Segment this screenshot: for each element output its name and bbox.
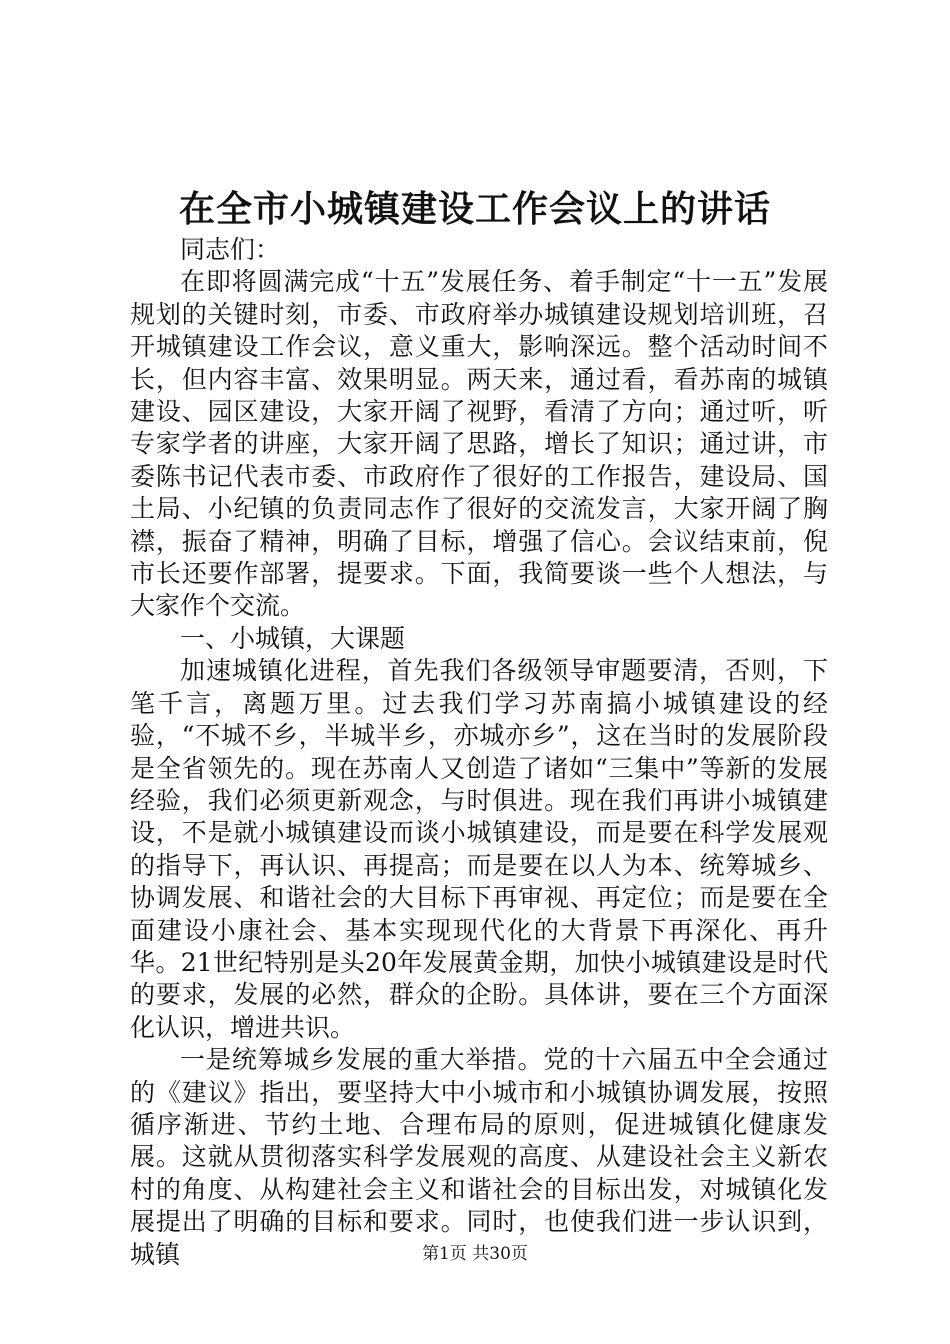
document-body xyxy=(130,234,828,1271)
page-footer: 第1页 共30页 xyxy=(422,1244,528,1264)
salutation: 同志们： xyxy=(180,235,281,264)
paragraph-point-one: 一是统筹城乡发展的重大举措。党的十六届五中全会通过的《建议》指出，要坚持大中小城市和小城镇协调发展，按照循序渐进、节约土地、合理布局的原则，促进城镇化健康发展。这就从贯彻落实科学发展观的高度、从建设社会主义新农村的角度、从构建社会主义和谐社会的目标出发，对城镇化发展提出了明确的目标和要求。同时，也使我们进一步认识到，城镇 xyxy=(130,1045,828,1269)
section-heading: 一、小城镇，大课题 xyxy=(180,623,406,653)
document-title: 在全市小城镇建设工作会议上的讲话 xyxy=(178,188,771,230)
paragraph-section-one: 加速城镇化进程，首先我们各级领导审题要清，否则，下笔千言，离题万里。过去我们学习苏南搞小城镇建设的经验，“不城不乡，半城半乡，亦城亦乡”，这在当时的发展阶段是全省领先的。现在苏南人又创造了诸如“三集中”等新的发展经验，我们必须更新观念，与时俱进。现在我们再讲小城镇建设，不是就小城镇建设而谈小城镇建设，而是要在科学发展观的指导下，再认识、再提高；而是要在以人为本、统筹城乡、协调发展、和谐社会的大目标下再审视、再定位；而是要在全面建设小康社会、基本实现现代化的大背景下再深化、再升华。21世纪特别是头20年发展黄金期，加快小城镇建设是时代的要求，发展的必然，群众的企盼。具体讲，要在三个方面深化认识，增进共识。 xyxy=(130,656,828,1042)
paragraph-intro: 在即将圆满完成“十五”发展任务、着手制定“十一五”发展规划的关键时刻，市委、市政府举办城镇建设规划培训班，召开城镇建设工作会议，意义重大，影响深远。整个活动时间不长，但内容丰富、效果明显。两天来，通过看，看苏南的城镇建设、园区建设，大家开阔了视野，看清了方向；通过听，听专家学者的讲座，大家开阔了思路，增长了知识；通过讲，市委陈书记代表市委、市政府作了很好的工作报告，建设局、国土局、小纪镇的负责同志作了很好的交流发言，大家开阔了胸襟，振奋了精神，明确了目标，增强了信心。会议结束前，倪市长还要作部署，提要求。下面，我简要谈一些个人想法，与大家作个交流。 xyxy=(130,267,828,621)
